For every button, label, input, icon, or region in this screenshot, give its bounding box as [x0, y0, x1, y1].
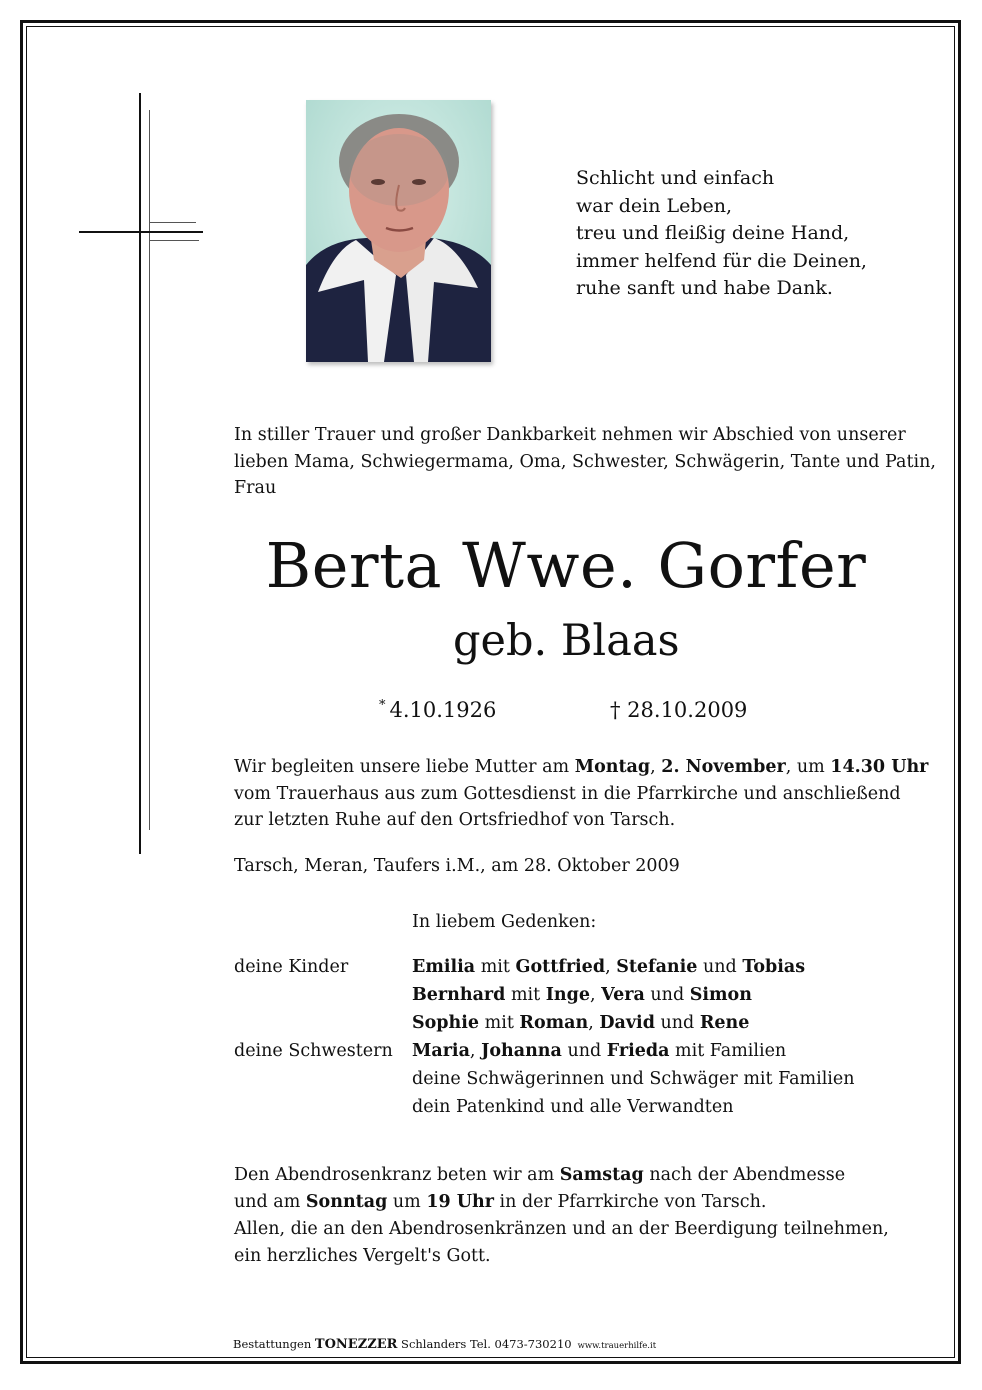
text: und — [561, 1041, 607, 1061]
rosary-day: Samstag — [559, 1165, 644, 1185]
rosary-line: ein herzliches Vergelt's Gott. — [234, 1246, 491, 1266]
mourner-name: Vera — [601, 985, 645, 1005]
poem-line: ruhe sanft und habe Dank. — [576, 277, 833, 299]
portrait-photo — [306, 100, 491, 362]
footer — [233, 1337, 656, 1352]
text: mit Familien — [669, 1041, 787, 1061]
place-date: Tarsch, Meran, Taufers i.M., am 28. Oktober 2009 — [234, 856, 680, 876]
birth-symbol: * — [379, 698, 386, 713]
poem-line: Schlicht und einfach — [576, 167, 775, 189]
memory-heading: In liebem Gedenken: — [412, 912, 597, 932]
mourner-row — [412, 1009, 855, 1037]
text: , — [588, 1013, 600, 1033]
funeral-date: 2. November — [661, 757, 786, 777]
poem — [576, 165, 867, 303]
mourner-labels — [234, 953, 393, 1065]
funeral-info — [234, 754, 928, 834]
text: , — [590, 985, 602, 1005]
funeral-day: Montag — [574, 757, 651, 777]
cross-horizontal-shadow-bottom — [149, 240, 199, 241]
mourner-name: Stefanie — [616, 957, 698, 977]
mourner-name: Gottfried — [515, 957, 606, 977]
text: , um — [785, 757, 831, 777]
cross-vertical-bar — [139, 93, 141, 854]
text: in der Pfarrkirche von Tarsch. — [493, 1192, 767, 1212]
cross-horizontal-bar — [79, 231, 203, 233]
mourner-row — [412, 1037, 855, 1065]
text: mit — [505, 985, 546, 1005]
poem-line: immer helfend für die Deinen, — [576, 249, 867, 272]
intro-line: Frau — [234, 478, 277, 498]
mourner-name: Tobias — [742, 957, 806, 977]
cross-horizontal-shadow-top — [149, 222, 196, 223]
mourner-row — [412, 953, 855, 981]
label-children: deine Kinder — [234, 957, 349, 977]
text: nach der Abendmesse — [643, 1165, 846, 1185]
text: und — [654, 1013, 700, 1033]
mourner-name: Emilia — [412, 957, 476, 977]
text: um — [387, 1192, 427, 1212]
rosary-line — [234, 1189, 889, 1216]
mourner-row — [412, 981, 855, 1009]
footer-contact: Schlanders Tel. 0473-730210 — [397, 1337, 572, 1351]
funeral-time: 14.30 Uhr — [830, 757, 929, 777]
text: Wir begleiten unsere liebe Mutter am — [234, 757, 575, 777]
mourner-name: Johanna — [481, 1041, 562, 1061]
funeral-line: vom Trauerhaus aus zum Gottesdienst in die Pfarrkirche und anschließend — [234, 783, 901, 804]
mourner-name: Maria — [412, 1041, 470, 1061]
intro-line: lieben Mama, Schwiegermama, Oma, Schwester, Schwägerin, Tante und Patin, — [234, 451, 936, 472]
text: und — [644, 985, 690, 1005]
poem-line: war dein Leben, — [576, 194, 733, 217]
birth-date-value: 4.10.1926 — [389, 698, 497, 722]
birth-date — [379, 698, 496, 722]
text: und — [697, 957, 743, 977]
text: , — [605, 957, 617, 977]
deceased-name: Berta Wwe. Gorfer — [265, 529, 867, 602]
text: Den Abendrosenkranz beten wir am — [234, 1165, 560, 1185]
mourner-name: Inge — [545, 985, 591, 1005]
intro-text — [234, 422, 936, 502]
funeral-line — [234, 754, 928, 781]
text: und am — [234, 1192, 306, 1212]
mourner-name: Rene — [699, 1013, 750, 1033]
maiden-name: geb. Blaas — [453, 616, 680, 666]
mourner-name: Roman — [519, 1013, 589, 1033]
mourner-name: Simon — [689, 985, 752, 1005]
footer-prefix: Bestattungen — [233, 1337, 315, 1351]
rosary-line: Allen, die an den Abendrosenkränzen und an der Beerdigung teilnehmen, — [234, 1219, 889, 1239]
mourner-name: David — [599, 1013, 655, 1033]
footer-brand: TONEZZER — [314, 1337, 398, 1352]
text: , — [469, 1041, 482, 1061]
poem-line: treu und fleißig deine Hand, — [576, 222, 850, 244]
footer-website-link[interactable]: www.trauerhilfe.it — [577, 1341, 657, 1351]
cross-vertical-shadow — [149, 110, 150, 830]
mourner-name: Bernhard — [412, 985, 506, 1005]
rosary-line — [234, 1162, 889, 1189]
text: , — [650, 757, 662, 777]
mourner-name: Sophie — [412, 1013, 480, 1033]
mourner-row: dein Patenkind und alle Verwandten — [412, 1097, 734, 1117]
death-date: † 28.10.2009 — [610, 698, 748, 722]
text: mit — [479, 1013, 520, 1033]
funeral-line: zur letzten Ruhe auf den Ortsfriedhof von Tarsch. — [234, 810, 676, 830]
mourner-name: Frieda — [606, 1041, 670, 1061]
mourner-row: deine Schwägerinnen und Schwäger mit Familien — [412, 1069, 855, 1089]
rosary-time: 19 Uhr — [426, 1192, 494, 1212]
text: mit — [475, 957, 516, 977]
mourner-list — [412, 953, 855, 1121]
rosary-info — [234, 1162, 889, 1270]
intro-line: In stiller Trauer und großer Dankbarkeit nehmen wir Abschied von unserer — [234, 425, 906, 445]
label-sisters: deine Schwestern — [234, 1041, 393, 1061]
rosary-day: Sonntag — [305, 1192, 388, 1212]
